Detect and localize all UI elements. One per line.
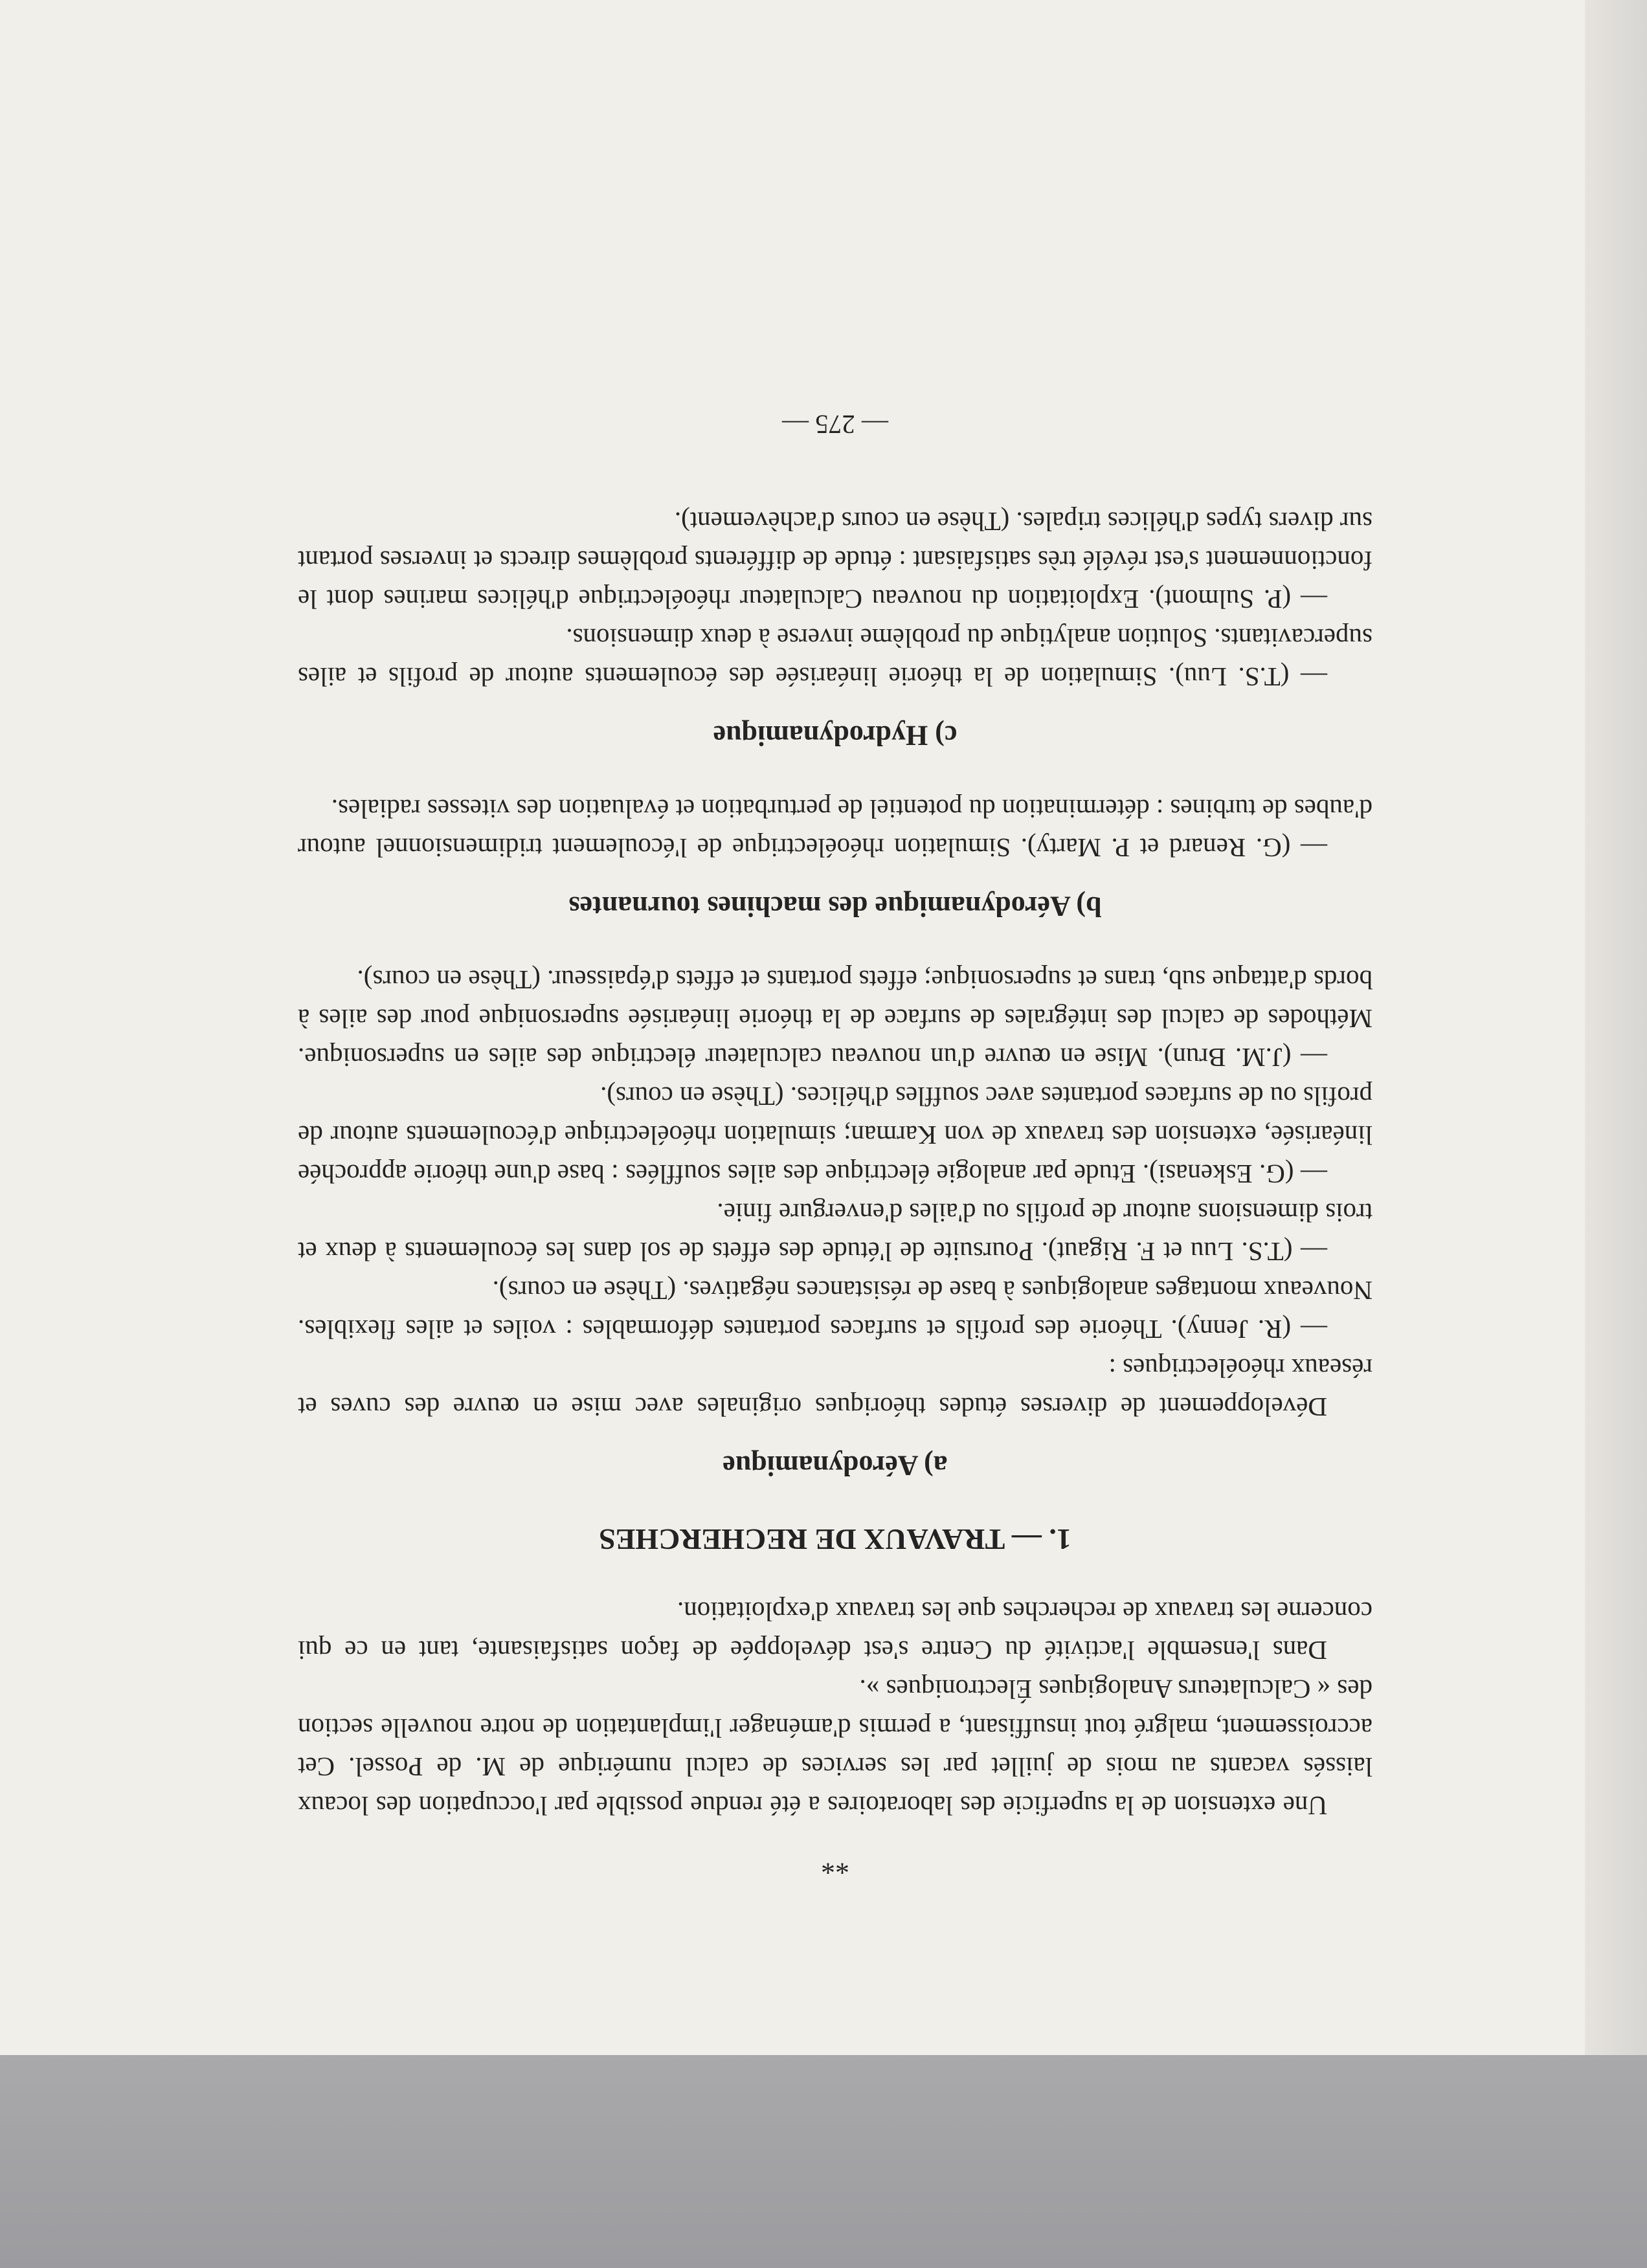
page-number: — 275 — bbox=[782, 410, 888, 439]
section-separator-stars: ** bbox=[821, 1849, 849, 1880]
research-entry: — (P. Sulmont). Exploitation du nouveau Calculateur rhéoélectrique d'hélices marines dont le fonctionnement s'est révélé très satisfaisant : étude de différents problèmes directs et inverses portant sur divers types d'hélices tripales. (Thèse en cours d'achèvement). bbox=[298, 507, 1372, 614]
section-title: 1. — TRAVAUX DE RECHERCHES bbox=[599, 1523, 1071, 1556]
paper-edge bbox=[1585, 0, 1647, 2055]
research-entry: — (T.S. Luu et F. Rigaut). Poursuite de l'étude des effets de sol dans les écoulements à deux et trois dimensions autour de profils ou d'ailes d'envergure finie. bbox=[298, 1198, 1372, 1267]
research-entry: — (G. Renard et P. Marty). Simulation rhéoélectrique de l'écoulement tridimensionnel autour d'aubes de turbines : détermination du potentiel de perturbation et évaluation des vitesses radiales. bbox=[298, 794, 1372, 863]
research-entry: — (J.M. Brun). Mise en œuvre d'un nouveau calculateur électrique des ailes en supersonique. Méthodes de calcul des intégrales de surface de la théorie linéarisée supersonique pour des ailes à bords d'attaque sub, trans et supersonique; effets portants et effets d'épaisseur. (Thèse en cours). bbox=[298, 965, 1372, 1073]
research-entry: — (T.S. Luu). Simulation de la théorie linéarisée des écoulements autour de profils et ailes supercavitants. Solution analytique du problème inverse à deux dimensions. bbox=[298, 623, 1372, 692]
subsection-a-intro: Développement de diverses études théoriques originales avec mise en œuvre des cuves et réseaux rhéoélectriques : bbox=[298, 1353, 1372, 1422]
scanner-background bbox=[0, 2055, 1647, 2268]
rotated-page-text bbox=[298, 214, 1372, 1884]
subsection-a-title: a) Aérodynamique bbox=[723, 1450, 948, 1482]
research-entry: — (G. Eskenasi). Etude par analogie électrique des ailes soufflées : base d'une théorie approchée linéarisée, extension des travaux de von Karman; simulation rhéoélectrique d'écoulements autour de profils ou de surfaces portantes avec souffles d'hélices. (Thèse en cours). bbox=[298, 1082, 1372, 1189]
subsection-c-title: c) Hydrodynamique bbox=[713, 720, 958, 751]
intro-paragraph-1: Une extension de la superficie des laboratoires a été rendue possible par l'occupation des locaux laissés vacants au mois de juillet par les services de calcul numérique de M. de Possel. Cet accroissement, malgré tout insuffisant, a permis d'aménager l'implantation de notre nouvelle section des « Calculateurs Analogiques Électroniques ». bbox=[298, 1674, 1372, 1821]
subsection-b-title: b) Aérodynamique des machines tournantes bbox=[568, 891, 1102, 922]
intro-paragraph-2: Dans l'ensemble l'activité du Centre s'est développée de façon satisfaisante, tant en ce qui concerne les travaux de recherches que les travaux d'exploitation. bbox=[298, 1597, 1372, 1665]
research-entry: — (R. Jenny). Théorie des profils et surfaces portantes déformables : voiles et ailes flexibles. Nouveaux montages analogiques à base de résistances négatives. (Thèse en cours). bbox=[298, 1276, 1372, 1344]
